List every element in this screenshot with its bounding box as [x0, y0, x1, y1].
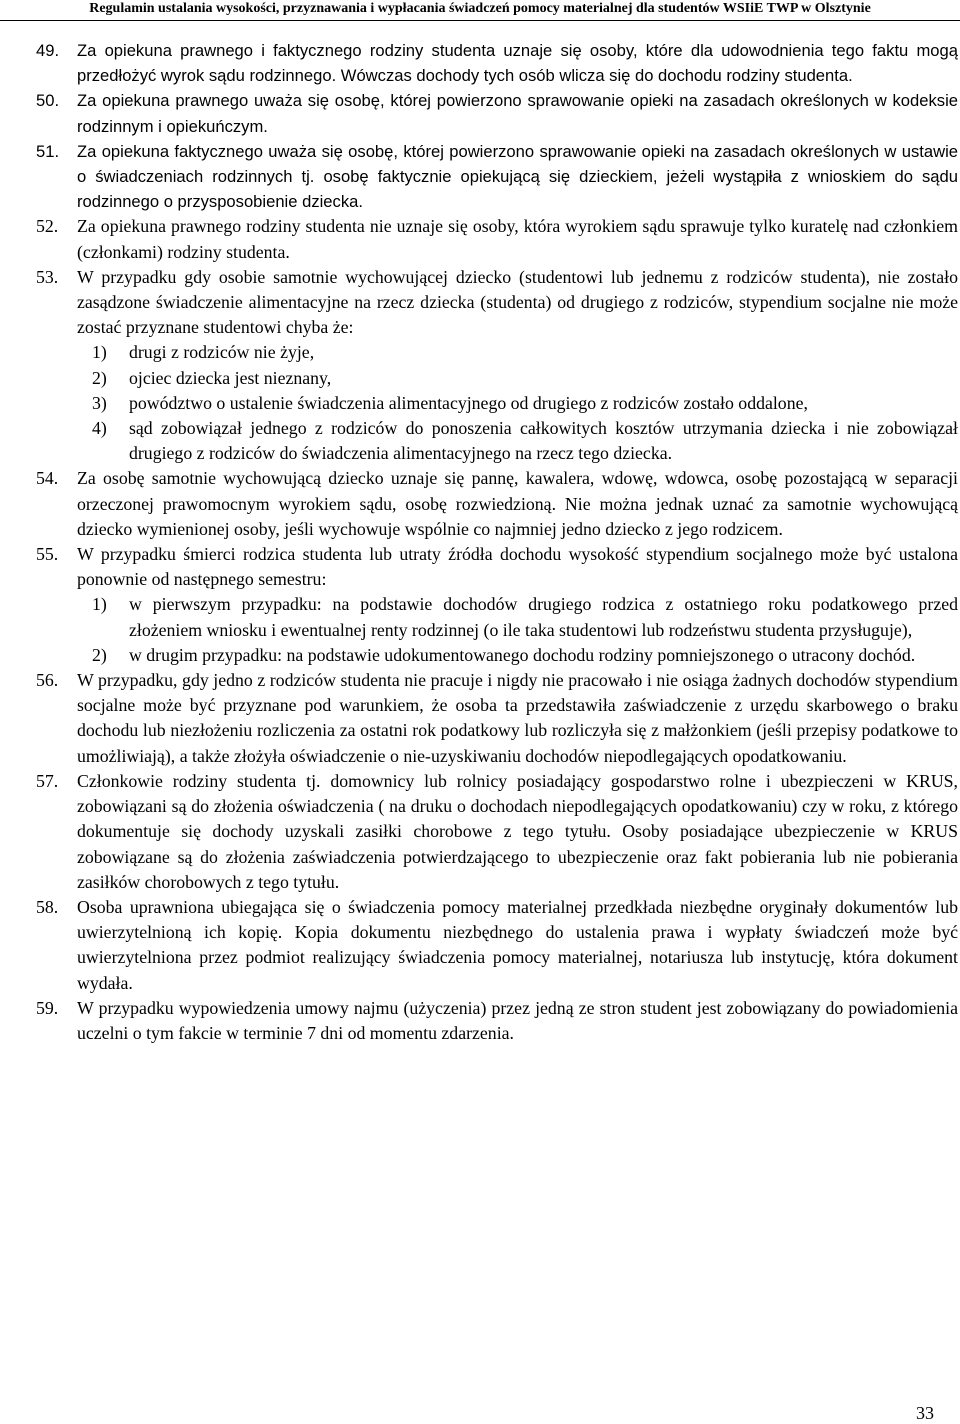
list-item-number: 4)	[92, 418, 107, 439]
list-item-number: 2)	[92, 367, 107, 388]
list-item	[0, 592, 960, 642]
paragraph-number: 57.	[36, 770, 59, 791]
paragraph-number: 58.	[36, 896, 59, 917]
page-number: 33	[916, 1403, 934, 1423]
paragraph	[0, 996, 960, 1046]
list-item	[0, 366, 960, 391]
paragraph	[0, 88, 960, 138]
paragraph-number: 50.	[36, 91, 60, 111]
list-item-text: powództwo o ustalenie świadczenia alimentacyjnego od drugiego z rodziców zostało oddalone,	[129, 392, 808, 413]
paragraph-number: 54.	[36, 468, 59, 489]
list-item-number: 3)	[92, 392, 107, 413]
document-header	[0, 0, 960, 22]
list-item-text: sąd zobowiązał jednego z rodziców do ponoszenia całkowitych kosztów utrzymania dziecka i nie zobowiązał drugiego z rodziców do świadczenia alimentacyjnego na rzecz tego dziecka.	[129, 418, 958, 464]
paragraph	[0, 769, 960, 895]
paragraph-number: 49.	[36, 41, 60, 60]
header-title: Regulamin ustalania wysokości, przyznawania i wypłacania świadczeń pomocy materialnej dla studentów WSIiE TWP w Olsztynie	[89, 1, 871, 16]
paragraph	[0, 265, 960, 341]
paragraph-text: Za opiekuna prawnego rodziny studenta nie uznaje się osoby, która wyrokiem sądu sprawuje tylko kuratelę nad członkiem (członkami) rodziny studenta.	[77, 216, 958, 262]
paragraph-number: 53.	[36, 266, 59, 287]
paragraph	[0, 38, 960, 88]
list-item-text: w drugim przypadku: na podstawie udokumentowanego dochodu rodziny pomniejszonego o utracony dochód.	[129, 644, 916, 665]
list-item	[0, 391, 960, 416]
paragraph	[0, 466, 960, 542]
paragraph-text: Za opiekuna prawnego uważa się osobę, której powierzono sprawowanie opieki na zasadach określonych w kodeksie rodzinnym i opiekuńczym.	[77, 91, 958, 136]
list-item-text: w pierwszym przypadku: na podstawie dochodów drugiego rodzica z ostatniego roku podatkowego przed złożeniem wniosku i ewentualnej renty rodzinnej (o ile taka studentowi lub rodzeństwu studenta przysługuje),	[129, 594, 958, 640]
paragraph-text: Członkowie rodziny studenta tj. domownicy lub rolnicy posiadający gospodarstwo rolne i ubezpieczeni w KRUS, zobowiązani są do złożenia oświadczenia ( na druku o dochodach niepodlegających opodatkowaniu) czy w roku, z którego dokumentuje się dochody uzyskali zasiłki chorobowe z tego tytułu. Osoby posiadające ubezpieczenie w KRUS zobowiązane są do złożenia zaświadczenia potwierdzającego to ubezpieczenie oraz fakt pobierania lub nie pobierania zasiłków chorobowych z tego tytułu.	[77, 770, 958, 892]
list-item-text: ojciec dziecka jest nieznany,	[129, 367, 332, 388]
paragraph	[0, 668, 960, 769]
list-item-number: 1)	[92, 594, 107, 615]
list-item-number: 2)	[92, 644, 107, 665]
header-rule	[0, 20, 960, 21]
document-body	[0, 38, 960, 1046]
paragraph-text: Za opiekuna prawnego i faktycznego rodziny studenta uznaje się osoby, które dla udowodnienia tego faktu mogą przedłożyć wyrok sądu rodzinnego. Wówczas dochody tych osób wlicza się do dochodu rodziny studenta.	[77, 41, 958, 86]
paragraph	[0, 542, 960, 592]
paragraph-number: 55.	[36, 544, 59, 565]
paragraph-number: 59.	[36, 997, 59, 1018]
paragraph-text: W przypadku śmierci rodzica studenta lub utraty źródła dochodu wysokość stypendium socjalnego może być ustalona ponownie od następnego semestru:	[77, 544, 958, 590]
list-item	[0, 416, 960, 466]
paragraph	[0, 214, 960, 264]
paragraph-text: W przypadku, gdy jedno z rodziców studenta nie pracuje i nigdy nie pracowało i nie osiąga żadnych dochodów stypendium socjalne może być przyznane pod warunkiem, że osoba ta przedstawiła zaświadczenie z urzędu skarbowego o braku dochodu lub niezłożeniu rozliczenia za ostatni rok podatkowy lub rozliczyła się z małżonkiem (jeśli przepisy podatkowe to umożliwiają), a także złożyła oświadczenie o nie-uzyskiwaniu dochodów niepodlegających opodatkowaniu.	[77, 670, 958, 766]
paragraph	[0, 139, 960, 215]
paragraph-text: W przypadku gdy osobie samotnie wychowującej dziecko (studentowi lub jednemu z rodziców studenta), nie zostało zasądzone świadczenie alimentacyjne na rzecz dziecka (studenta) od drugiego z rodziców, stypendium socjalne nie może zostać przyznane studentowi chyba że:	[77, 266, 958, 338]
list-item	[0, 340, 960, 365]
list-item-number: 1)	[92, 342, 107, 363]
paragraph-number: 51.	[36, 141, 60, 161]
paragraph-text: W przypadku wypowiedzenia umowy najmu (użyczenia) przez jedną ze stron student jest zobowiązany do powiadomienia uczelni o tym fakcie w terminie 7 dni od momentu zdarzenia.	[77, 997, 958, 1043]
paragraph-text: Za osobę samotnie wychowującą dziecko uznaje się pannę, kawalera, wdowę, wdowca, osobę pozostającą w separacji orzeczonej prawomocnym wyrokiem sądu, osobę rozwiedzioną. Nie można jednak uznać za samotnie wychowującą dziecko wymienionej osoby, jeśli wychowuje wspólnie co najmniej jedno dziecko z jego rodzicem.	[77, 468, 958, 539]
paragraph-text: Za opiekuna faktycznego uważa się osobę, której powierzono sprawowanie opieki na zasadach określonych w ustawie o świadczeniach rodzinnych tj. osobę faktycznie opiekującą się dzieckiem, jeżeli wystąpiła z wnioskiem do sądu rodzinnego o przysposobienie dziecka.	[77, 141, 958, 212]
paragraph	[0, 895, 960, 996]
list-item	[0, 643, 960, 668]
list-item-text: drugi z rodziców nie żyje,	[129, 342, 315, 363]
paragraph-number: 52.	[36, 216, 59, 237]
paragraph-text: Osoba uprawniona ubiegająca się o świadczenia pomocy materialnej przedkłada niezbędne oryginały dokumentów lub uwierzytelnioną ich kopię. Kopia dokumentu niezbędnego do ustalenia prawa i wypłaty świadczeń może być uwierzytelniona przez podmiot realizujący świadczenia pomocy materialnej, notariusza lub instytucję, która dokument wydała.	[77, 896, 958, 993]
paragraph-number: 56.	[36, 670, 59, 691]
